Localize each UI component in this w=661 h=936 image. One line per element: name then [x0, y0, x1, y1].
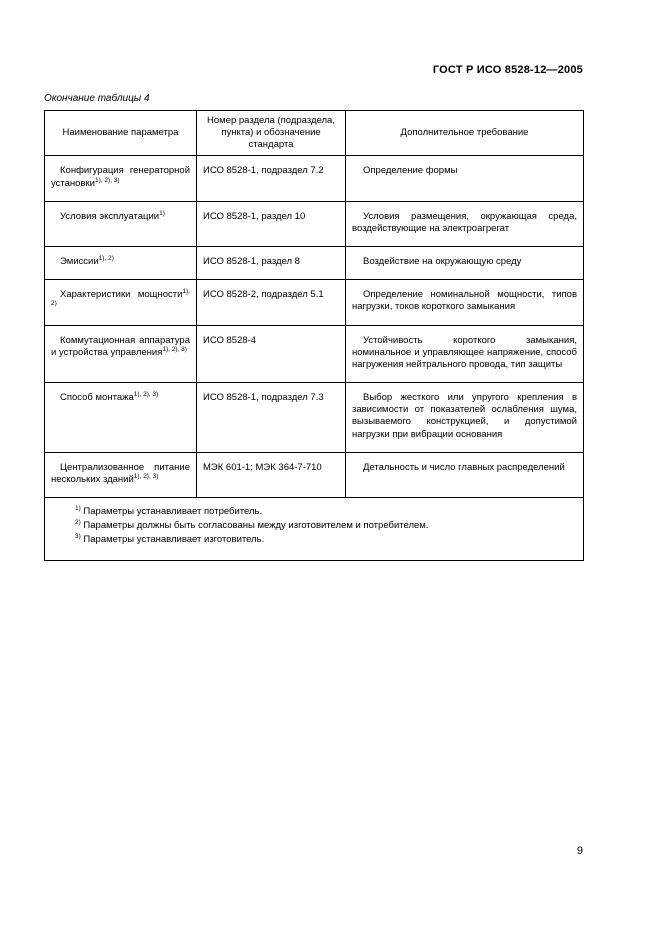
footnote-text: Параметры устанавливает потребитель.: [83, 505, 263, 517]
table-row: [45, 280, 584, 325]
table-row: [45, 452, 584, 497]
cell-requirement: Определение формы: [346, 156, 584, 201]
table-header-row: [45, 111, 584, 156]
parameter-text: Эмиссии: [60, 256, 99, 268]
footnote-ref: 1), 2), 3): [162, 345, 187, 353]
cell-requirement: Детальность и число главных распределений: [346, 452, 584, 497]
table-row: [45, 201, 584, 246]
footnote-ref: 1), 2): [98, 254, 114, 262]
col-header-requirement: Дополнительное требование: [346, 111, 584, 156]
parameter-text: Конфигурация генераторной установки: [51, 165, 190, 189]
cell-requirement: Устойчивость короткого замыкания, номинальное и управляющее напряжение, способ нагружения нейтрального провода, тип защиты: [346, 325, 584, 382]
footnote-ref: 1), 2), 3): [133, 390, 159, 398]
footnote-marker: 1): [75, 504, 81, 512]
cell-section: ИСО 8528-2, подраздел 5.1: [197, 280, 346, 325]
cell-parameter: [45, 325, 197, 382]
table-row: [45, 383, 584, 453]
footnote: [75, 506, 573, 518]
parameter-text: Централизованное питание нескольких зданий: [51, 461, 190, 485]
cell-section: ИСО 8528-1, раздел 10: [197, 201, 346, 246]
page-number: 9: [576, 845, 583, 857]
footnote: [75, 534, 573, 546]
cell-parameter: [45, 383, 197, 453]
footnote-ref: 1): [159, 209, 165, 217]
parameter-text: Способ монтажа: [60, 392, 134, 404]
cell-requirement: Воздействие на окружающую среду: [346, 247, 584, 280]
parameter-text: Условия эксплуатации: [60, 210, 160, 222]
parameter-text: Коммутационная аппаратура и устройства управления: [51, 334, 190, 358]
cell-section: ИСО 8528-1, подраздел 7.3: [197, 383, 346, 453]
col-header-section: Номер раздела (подраздела, пункта) и обозначение стандарта: [197, 111, 346, 156]
table-container: [44, 110, 583, 561]
cell-parameter: [45, 280, 197, 325]
doc-header: ГОСТ Р ИСО 8528-12—2005: [432, 64, 583, 76]
footnote-ref: 1), 2), 3): [133, 472, 159, 480]
cell-section: МЭК 601-1; МЭК 364-7-710: [197, 452, 346, 497]
footnote-ref: 1), 2), 3): [94, 176, 120, 184]
parameter-text: Характеристики мощности: [60, 289, 183, 301]
footnote-ref: 1), 2): [51, 288, 190, 308]
cell-section: ИСО 8528-1, подраздел 7.2: [197, 156, 346, 201]
cell-parameter: [45, 247, 197, 280]
table-row: [45, 247, 584, 280]
cell-section: ИСО 8528-1, раздел 8: [197, 247, 346, 280]
cell-requirement: Определение номинальной мощности, типов нагрузки, токов короткого замыкания: [346, 280, 584, 325]
footnote-marker: 3): [75, 533, 81, 541]
footnotes-cell: [45, 497, 584, 560]
table-row: [45, 156, 584, 201]
table-row: [45, 325, 584, 382]
table-caption: Окончание таблицы 4: [44, 93, 150, 104]
parameters-table: [44, 110, 584, 561]
footnote-marker: 2): [75, 518, 81, 526]
cell-section: ИСО 8528-4: [197, 325, 346, 382]
cell-requirement: Условия размещения, окружающая среда, воздействующие на электроагрегат: [346, 201, 584, 246]
cell-parameter: [45, 156, 197, 201]
cell-parameter: [45, 201, 197, 246]
footnote-text: Параметры устанавливает изготовитель.: [83, 534, 265, 546]
footnote: [75, 520, 573, 532]
col-header-parameter: Наименование параметра: [45, 111, 197, 156]
cell-parameter: [45, 452, 197, 497]
footnotes-row: [45, 497, 584, 560]
footnote-text: Параметры должны быть согласованы между изготовителем и потребителем.: [83, 520, 429, 532]
cell-requirement: Выбор жесткого или упругого крепления в зависимости от показателей ослабления шума, вызываемого конструкцией, и допустимой нагрузки при вибрации основания: [346, 383, 584, 453]
